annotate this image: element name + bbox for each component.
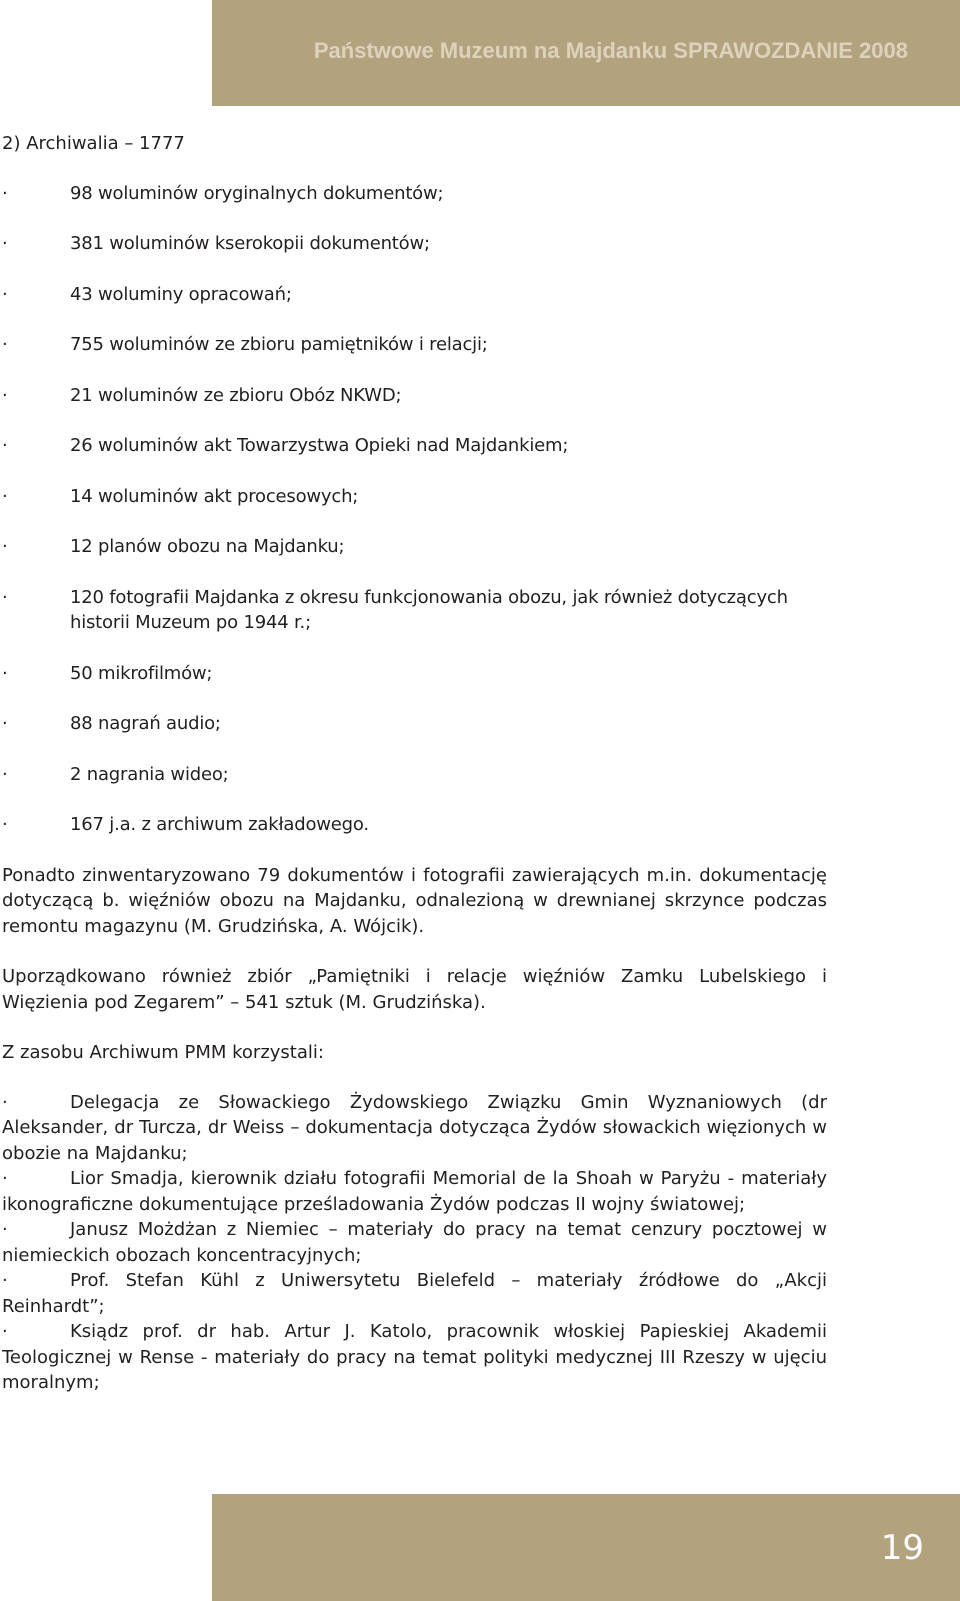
bullet-icon: ·	[2, 435, 8, 456]
bullet-icon: ·	[2, 233, 8, 254]
bullet-icon: ·	[2, 763, 8, 785]
list-item: · Prof. Stefan Kühl z Uniwersytetu Bielefeld – materiały źródłowe do „Akcji Reinhardt”;	[2, 1270, 827, 1317]
bullet-icon: ·	[2, 334, 8, 355]
list-item: · 12 planów obozu na Majdanku;	[2, 534, 827, 560]
footer-band	[212, 1494, 960, 1601]
list-item: · Ksiądz prof. dr hab. Artur J. Katolo, pracownik włoskiej Papieskiej Akademii Teologicznej w Rense - materiały do pracy na temat polityki medycznej III Rzeszy w ujęciu moralnym;	[2, 1321, 827, 1393]
bullet-icon: ·	[2, 283, 8, 305]
list-item: · 50 mikrofilmów;	[2, 661, 827, 687]
list-item: · 98 woluminów oryginalnych dokumentów;	[2, 181, 827, 207]
page-number: 19	[880, 1528, 924, 1568]
list-item: · 167 j.a. z archiwum zakładowego.	[2, 812, 827, 838]
holdings-list	[2, 181, 827, 838]
section-heading: 2) Archiwalia – 1777	[2, 133, 185, 154]
list-item: · 43 woluminy opracowań;	[2, 282, 827, 308]
bullet-icon: ·	[2, 1091, 8, 1113]
bullet-icon: ·	[2, 1219, 8, 1240]
header-band	[212, 0, 960, 106]
bullet-icon: ·	[2, 485, 8, 507]
bullet-icon: ·	[2, 1168, 8, 1189]
bullet-icon: ·	[2, 1321, 8, 1342]
paragraph-users-intro: Z zasobu Archiwum PMM korzystali:	[2, 1042, 324, 1063]
list-item: · 14 woluminów akt procesowych;	[2, 484, 827, 510]
list-item: · Janusz Możdżan z Niemiec – materiały do pracy na temat cenzury pocztowej w niemieckich obozach koncentracyjnych;	[2, 1219, 827, 1266]
list-item: · 88 nagrań audio;	[2, 711, 827, 737]
list-item: · Lior Smadja, kierownik działu fotografii Memorial de la Shoah w Paryżu - materiały ikonograficzne dokumentujące prześladowania Żydów podczas II wojny światowej;	[2, 1168, 827, 1215]
bullet-icon: ·	[2, 182, 8, 204]
paragraph-collection: Uporządkowano również zbiór „Pamiętniki i relacje więźniów Zamku Lubelskiego i Więzienia pod Zegarem” – 541 sztuk (M. Grudzińska).	[2, 966, 827, 1013]
list-item: · Delegacja ze Słowackiego Żydowskiego Związku Gmin Wyznaniowych (dr Aleksander, dr Turcza, dr Weiss – dokumentacja dotycząca Żydów słowackich więzionych w obozie na Majdanku;	[2, 1091, 827, 1164]
archive-users-list	[2, 1090, 827, 1396]
list-item: · 21 woluminów ze zbioru Obóz NKWD;	[2, 383, 827, 409]
paragraph-inventory: Ponadto zinwentaryzowano 79 dokumentów i fotografii zawierających m.in. dokumentację dotyczącą b. więźniów obozu na Majdanku, odnalezioną w drewnianej skrzynce podczas remontu magazynu (M. Grudzińska, A. Wójcik).	[2, 864, 827, 937]
bullet-icon: ·	[2, 713, 8, 734]
list-item: · 2 nagrania wideo;	[2, 762, 827, 788]
bullet-icon: ·	[2, 384, 8, 406]
list-item: · 755 woluminów ze zbioru pamiętników i relacji;	[2, 332, 827, 358]
bullet-icon: ·	[2, 1270, 8, 1291]
running-header-title: Państwowe Muzeum na Majdanku SPRAWOZDANIE 2008	[313, 38, 908, 63]
page-content	[2, 131, 827, 1396]
list-item: · 120 fotografii Majdanka z okresu funkcjonowania obozu, jak również dotyczących historii Muzeum po 1944 r.;	[2, 586, 788, 633]
bullet-icon: ·	[2, 662, 8, 684]
bullet-icon: ·	[2, 814, 8, 835]
list-item: · 26 woluminów akt Towarzystwa Opieki nad Majdankiem;	[2, 433, 827, 459]
list-item: · 381 woluminów kserokopii dokumentów;	[2, 231, 827, 257]
bullet-icon: ·	[2, 586, 8, 608]
bullet-icon: ·	[2, 536, 8, 557]
